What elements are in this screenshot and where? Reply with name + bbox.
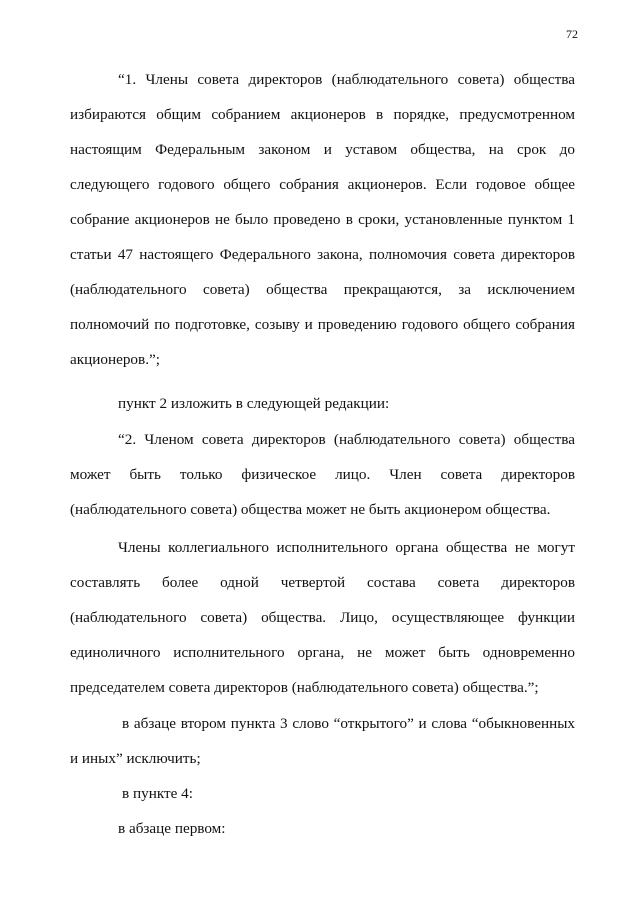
paragraph-clause-1: “1. Члены совета директоров (наблюдательного совета) общества избираются общим собранием акционеров в порядке, предусмотренном настоящим Федеральным законом и уставом общества, на срок до следующего годового общего собрания акционеров. Если годовое общее собрание акционеров не было проведено в сроки, установленные пунктом 1 статьи 47 настоящего Федерального закона, полномочия совета директоров (наблюдательного совета) общества прекращаются, за исключением полномочий по подготовке, созыву и проведению годового общего собрания акционеров.”; xyxy=(70,71,575,368)
paragraph-instruction-point-3: в абзаце втором пункта 3 слово “открытого” и слова “обыкновенных и иных” исключить; xyxy=(70,715,575,767)
page-number: 72 xyxy=(566,27,578,41)
paragraph-executive-body-members: Члены коллегиального исполнительного органа общества не могут составлять более одной четвертой состава совета директоров (наблюдательного совета) общества. Лицо, осуществляющее функции единоличного исполнительного органа, не может быть одновременно председателем совета директоров (наблюдательного совета) общества.”; xyxy=(70,539,575,696)
paragraph-clause-2: “2. Членом совета директоров (наблюдательного совета) общества может быть только физическое лицо. Член совета директоров (наблюдательного совета) общества может не быть акционером общества. xyxy=(70,431,575,518)
paragraph-instruction-point-2: пункт 2 изложить в следующей редакции: xyxy=(118,395,390,412)
paragraph-instruction-point-4: в пункте 4: xyxy=(122,785,193,802)
paragraph-instruction-first-subparagraph: в абзаце первом: xyxy=(118,820,226,837)
